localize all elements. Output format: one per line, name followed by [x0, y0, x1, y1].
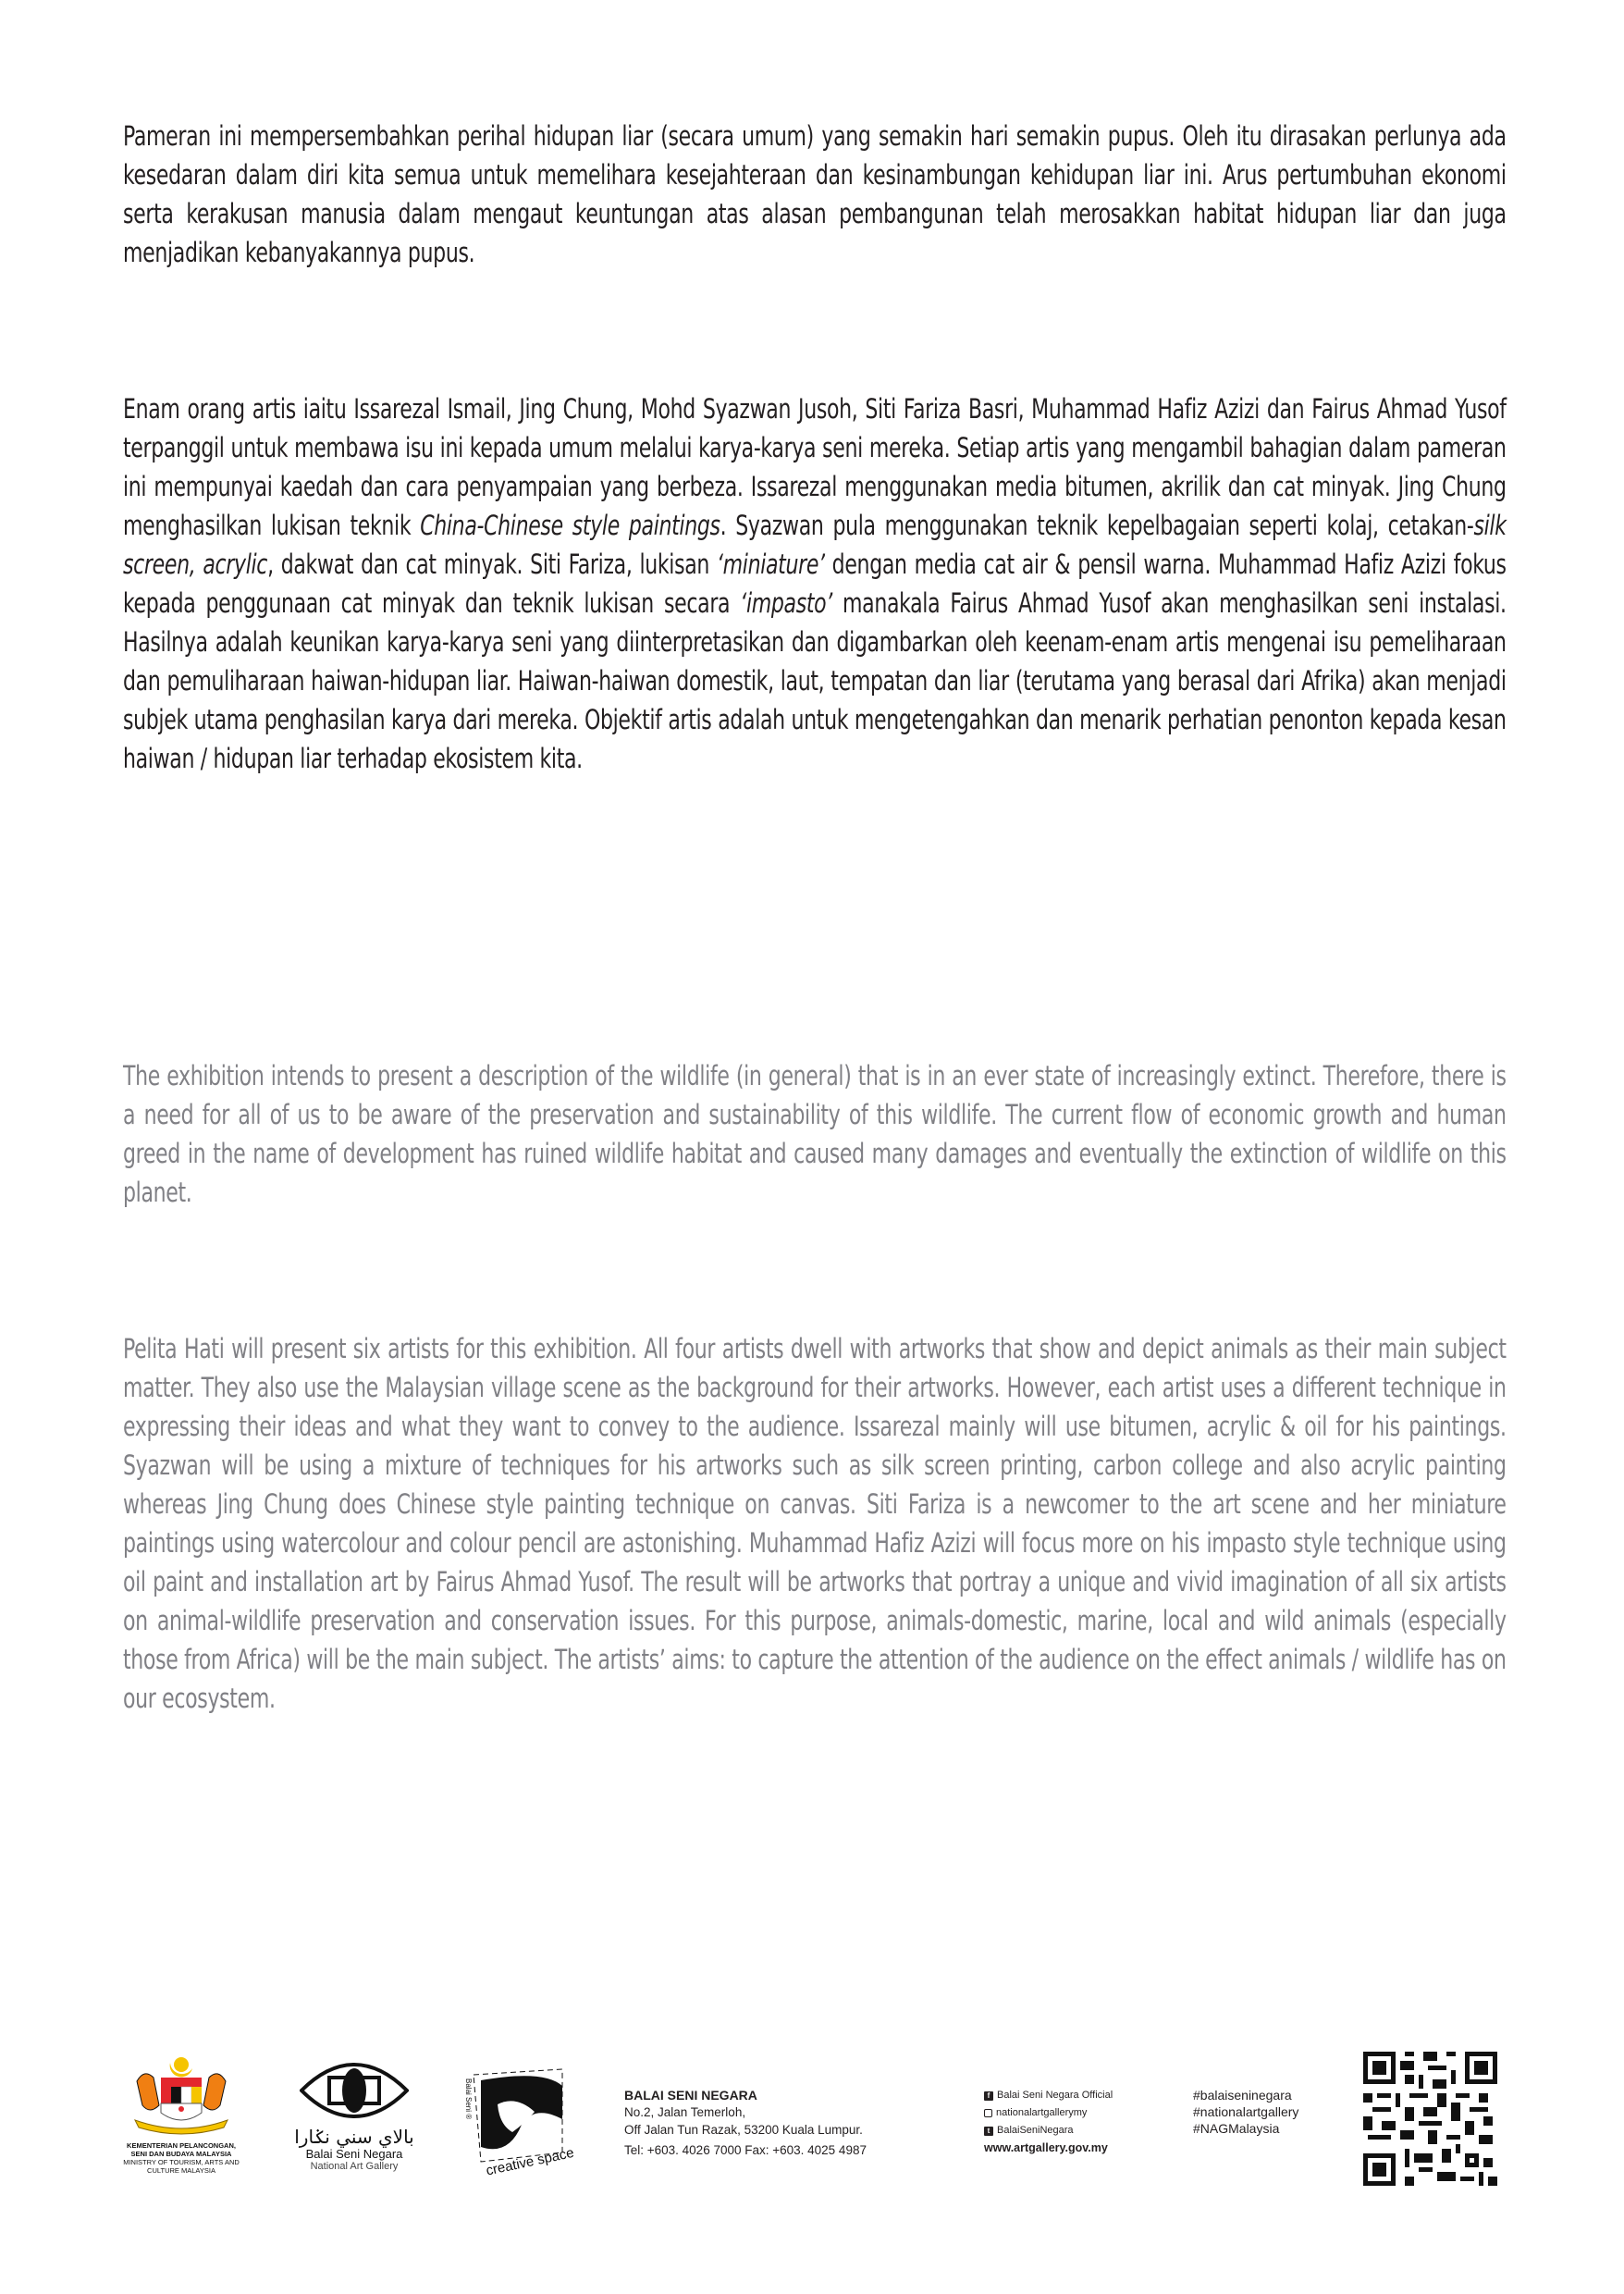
social-facebook[interactable]: f Balai Seni Negara Official: [984, 2087, 1113, 2104]
hashtag: #balaiseninegara: [1193, 2088, 1292, 2103]
creative-space-logo: [461, 2067, 581, 2178]
italic-term: silk screen, acrylic: [123, 510, 1507, 580]
creative-space-bottom-text: creative space: [484, 2144, 576, 2178]
address-line-1: No.2, Jalan Temerloh,: [624, 2105, 746, 2119]
paragraph-text: Pameran ini mempersembahkan perihal hidupan liar (secara umum) yang semakin hari semakin pupus. Oleh itu dirasakan perlunya ada kesedaran dalam diri kita semua untuk memelihara kesejahteraan dan kesinambungan kehidupan liar ini. Arus pertumbuhan ekonomi serta kerakusan manusia dalam mengaut keuntungan atas alasan pembangunan telah merosakkan habitat hidupan liar dan juga menjadikan kebanyakannya pupus.: [123, 120, 1507, 268]
italic-term: ‘miniature’: [717, 549, 825, 580]
italic-term: China-Chinese style paintings: [420, 510, 720, 541]
malaysia-coat-of-arms-icon: [129, 2054, 233, 2139]
english-paragraph-intro: The exhibition intends to present a description of the wildlife (in general) that is in an ever state of increasingly extinct. Therefore, there is a need for all of us to be aware of the preservation and sustainability of this wildlife. The current flow of economic growth and human greed in the name of development has ruined wildlife habitat and caused many damages and eventually the extinction of wildlife on this planet.: [123, 1060, 1507, 1208]
national-art-gallery-eye-icon: [300, 2063, 409, 2118]
contact-numbers: Tel: +603. 4026 7000 Fax: +603. 4025 4987: [624, 2143, 867, 2157]
hashtags: [1193, 2087, 1298, 2137]
social-twitter[interactable]: t BalaiSeniNegara: [984, 2122, 1113, 2140]
qr-code[interactable]: [1363, 2052, 1497, 2186]
paragraph-text: Enam orang artis iaitu Issarezal Ismail, Jing Chung, Mohd Syazwan Jusoh, Siti Fariza Basri, Muhammad Hafiz Azizi dan Fairus Ahmad Yusof terpanggil untuk membawa isu ini kepada umum melalui karya-karya seni mereka. Setiap artis yang mengambil bahagian dalam pameran ini mempunyai kaedah dan cara penyampaian yang berbeza. Issarezal menggunakan media bitumen, akrilik dan cat minyak. Jing Chung menghasilkan lukisan teknik China-Chinese style paintings. Syazwan pula menggunakan teknik kepelbagaian seperti kolaj, cetakan-silk screen, acrylic, dakwat dan cat minyak. Siti Fariza, lukisan ‘miniature’ dengan media cat air & pensil warna. Muhammad Hafiz Azizi fokus kepada penggunaan cat minyak dan teknik lukisan secara ‘impasto’ manakala Fairus Ahmad Yusof akan menghasilkan seni instalasi. Hasilnya adalah keunikan karya-karya seni yang diinterpretasikan dan digambarkan oleh keenam-enam artis mengenai isu pemeliharaan dan pemuliharaan haiwan-hidupan liar. Haiwan-haiwan domestik, laut, tempatan dan liar (terutama yang berasal dari Afrika) akan menjadi subjek utama penghasilan karya dari mereka. Objektif artis adalah untuk mengetengahkan dan menarik perhatian penonton kepada kesan haiwan / hidupan liar terhadap ekosistem kita.: [123, 393, 1507, 774]
social-instagram[interactable]: nationalartgallerymy: [984, 2104, 1113, 2122]
creative-space-side-text: Balai Seni ®: [464, 2078, 473, 2120]
address-line-2: Off Jalan Tun Razak, 53200 Kuala Lumpur.: [624, 2123, 863, 2137]
instagram-icon: [984, 2109, 992, 2117]
footer: [0, 1989, 1624, 2266]
qr-code-icon: [1363, 2052, 1497, 2186]
italic-term: ‘impasto’: [740, 587, 832, 619]
ministry-logo: [117, 2054, 246, 2175]
malay-paragraph-intro: [123, 117, 1507, 311]
social-links: [984, 2087, 1113, 2157]
website-link[interactable]: www.artgallery.gov.my: [984, 2141, 1108, 2154]
hashtag: #nationalartgallery: [1193, 2104, 1299, 2119]
hashtag: #NAGMalaysia: [1193, 2121, 1280, 2136]
malay-paragraph-artists: [123, 389, 1507, 817]
facebook-icon: f: [984, 2091, 993, 2101]
creative-space-cube-icon: [461, 2067, 581, 2178]
address-block: [624, 2088, 867, 2159]
ministry-name: KEMENTERIAN PELANCONGAN, SENI DAN BUDAYA MALAYSIA MINISTRY OF TOURISM, ARTS AND CULTURE MALAYSIA: [123, 2141, 240, 2175]
organization-name: BALAI SENI NEGARA: [624, 2088, 757, 2103]
twitter-icon: t: [984, 2127, 993, 2136]
english-paragraph-artists: Pelita Hati will present six artists for this exhibition. All four artists dwell with artworks that show and depict animals as their main subject matter. They also use the Malaysian village scene as the background for their artworks. However, each artist uses a different technique in expressing their ideas and what they want to convey to the audience. Issarezal mainly will use bitumen, acrylic & oil for his paintings. Syazwan will be using a mixture of techniques for his artworks such as silk screen printing, carbon college and also acrylic painting whereas Jing Chung does Chinese style painting technique on canvas. Siti Fariza is a newcomer to the art scene and her miniature paintings using watercolour and colour pencil are astonishing. Muhammad Hafiz Azizi will focus more on his impasto style technique using oil paint and installation art by Fairus Ahmad Yusof. The result will be artworks that portray a unique and vivid imagination of all six artists on animal-wildlife preservation and conservation issues. For this purpose, animals-domestic, marine, local and wild animals (especially those from Africa) will be the main subject. The artists’ aims: to capture the attention of the audience on the effect animals / wildlife has on our ecosystem.: [123, 1333, 1507, 1714]
national-art-gallery-logo: بالاي سني نݢارا Balai Seni Negara National Art Gallery: [294, 2063, 414, 2173]
